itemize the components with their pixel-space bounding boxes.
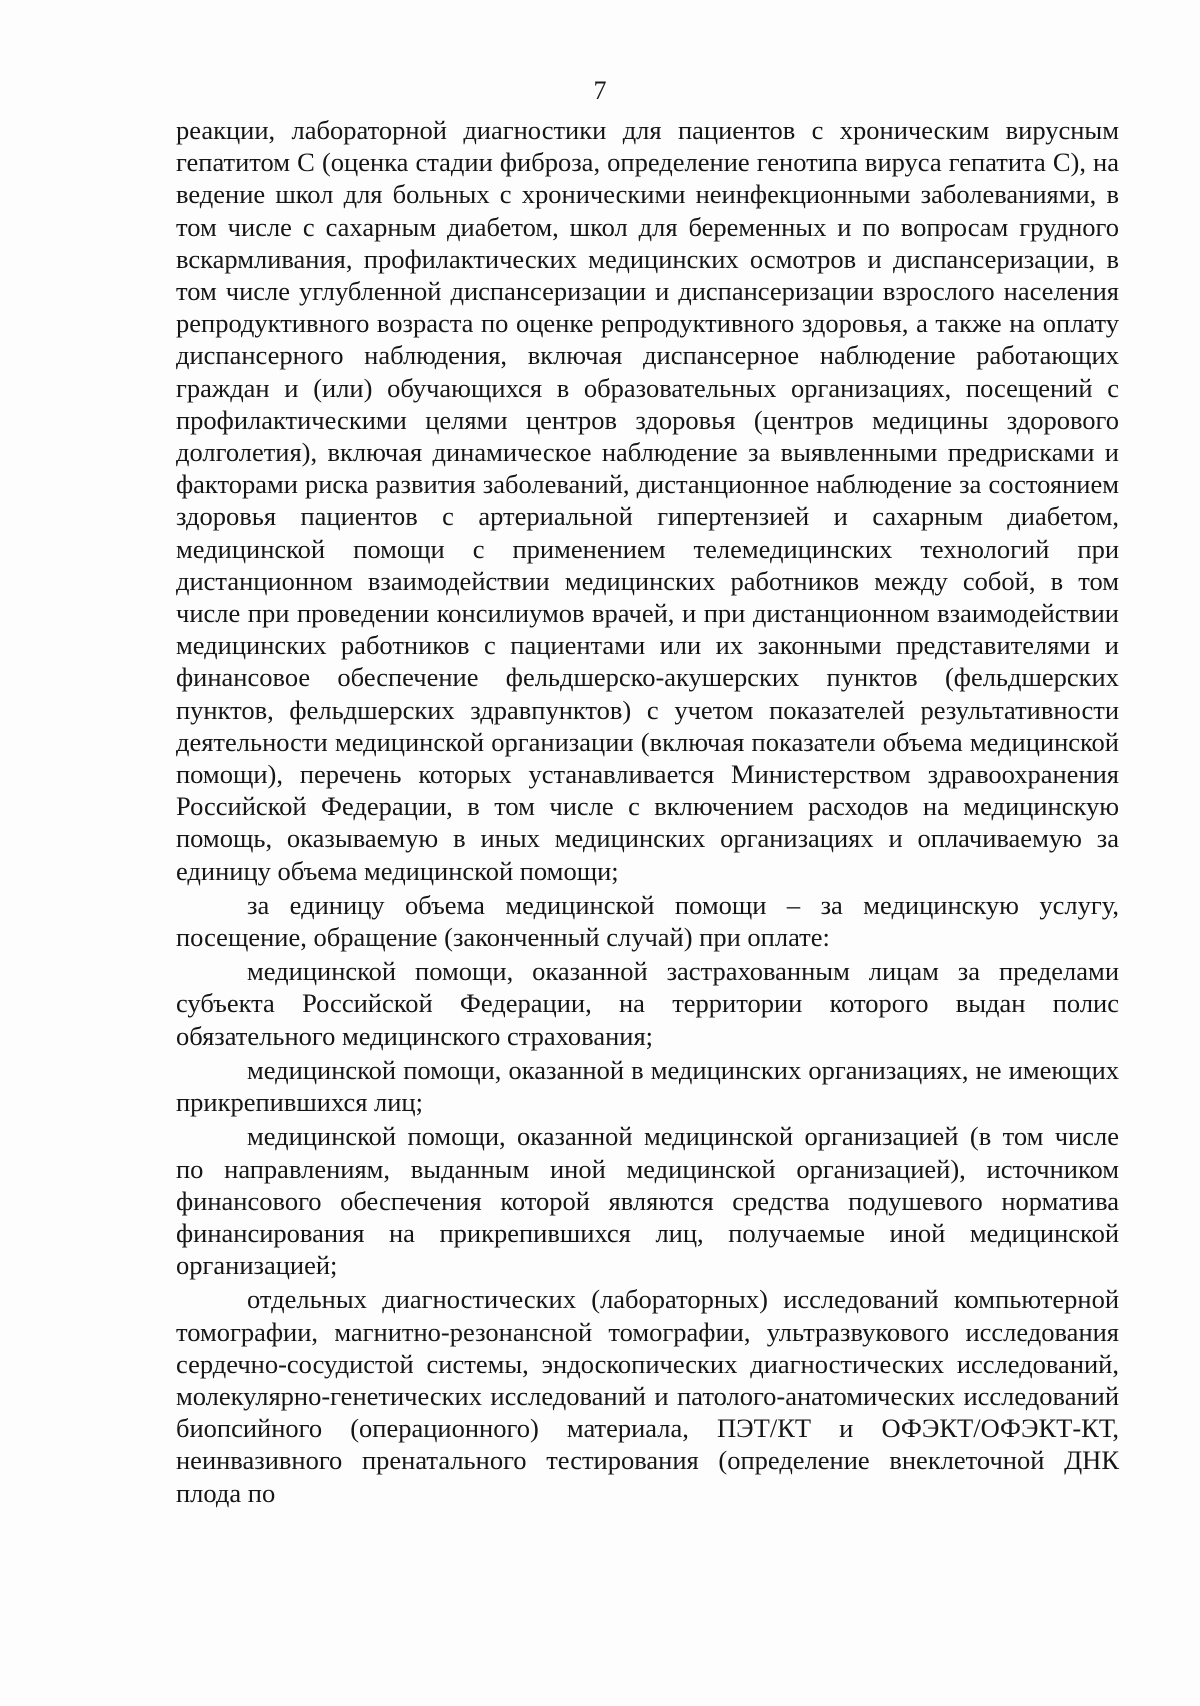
page-number: 7 bbox=[593, 76, 607, 105]
paragraph-unit-of-volume: за единицу объема медицинской помощи – за медицинскую услугу, посещение, обращение (законченный случай) при оплате: bbox=[176, 889, 1119, 953]
paragraph-diagnostic-studies: отдельных диагностических (лабораторных) исследований компьютерной томографии, магнитно-резонансной томографии, ультразвукового исследования сердечно-сосудистой системы, эндоскопических диагностических исследований, молекулярно-генетических исследований и патолого-анатомических исследований биопсийного (операционного) материала, ПЭТ/КТ и ОФЭКТ/ОФЭКТ-КТ, неинвазивного пренатального тестирования (определение внеклеточной ДНК плода по bbox=[176, 1284, 1119, 1508]
paragraph-no-attached-persons: медицинской помощи, оказанной в медицинских организациях, не имеющих прикрепившихся лиц; bbox=[176, 1054, 1119, 1118]
paragraph-referral-care: медицинской помощи, оказанной медицинской организацией (в том числе по направлениям, выданным иной медицинской организацией), источником финансового обеспечения которой являются средства подушевого норматива финансирования на прикрепившихся лиц, получаемые иной медицинской организацией; bbox=[176, 1121, 1119, 1281]
paragraph-continuation: реакции, лабораторной диагностики для пациентов с хроническим вирусным гепатитом С (оценка стадии фиброза, определение генотипа вируса гепатита С), на ведение школ для больных с хроническими неинфекционными заболеваниями, в том числе с сахарным диабетом, школ для беременных и по вопросам грудного вскармливания, профилактических медицинских осмотров и диспансеризации, в том числе углубленной диспансеризации и диспансеризации взрослого населения репродуктивного возраста по оценке репродуктивного здоровья, а также на оплату диспансерного наблюдения, включая диспансерное наблюдение работающих граждан и (или) обучающихся в образовательных организациях, посещений с профилактическими целями центров здоровья (центров медицины здорового долголетия), включая динамическое наблюдение за выявленными предрисками и факторами риска развития заболеваний, дистанционное наблюдение за состоянием здоровья пациентов с артериальной гипертензией и сахарным диабетом, медицинской помощи с применением телемедицинских технологий при дистанционном взаимодействии медицинских работников между собой, в том числе при проведении консилиумов врачей, и при дистанционном взаимодействии медицинских работников с пациентами или их законными представителями и финансовое обеспечение фельдшерско-акушерских пунктов (фельдшерских пунктов, фельдшерских здравпунктов) с учетом показателей результативности деятельности медицинской организации (включая показатели объема медицинской помощи), перечень которых устанавливается Министерством здравоохранения Российской Федерации, в том числе с включением расходов на медицинскую помощь, оказываемую в иных медицинских организациях и оплачиваемую за единицу объема медицинской помощи; bbox=[176, 115, 1119, 886]
paragraph-out-of-region-care: медицинской помощи, оказанной застрахованным лицам за пределами субъекта Российской Федерации, на территории которого выдан полис обязательного медицинского страхования; bbox=[176, 956, 1119, 1051]
document-body bbox=[176, 114, 1119, 1509]
